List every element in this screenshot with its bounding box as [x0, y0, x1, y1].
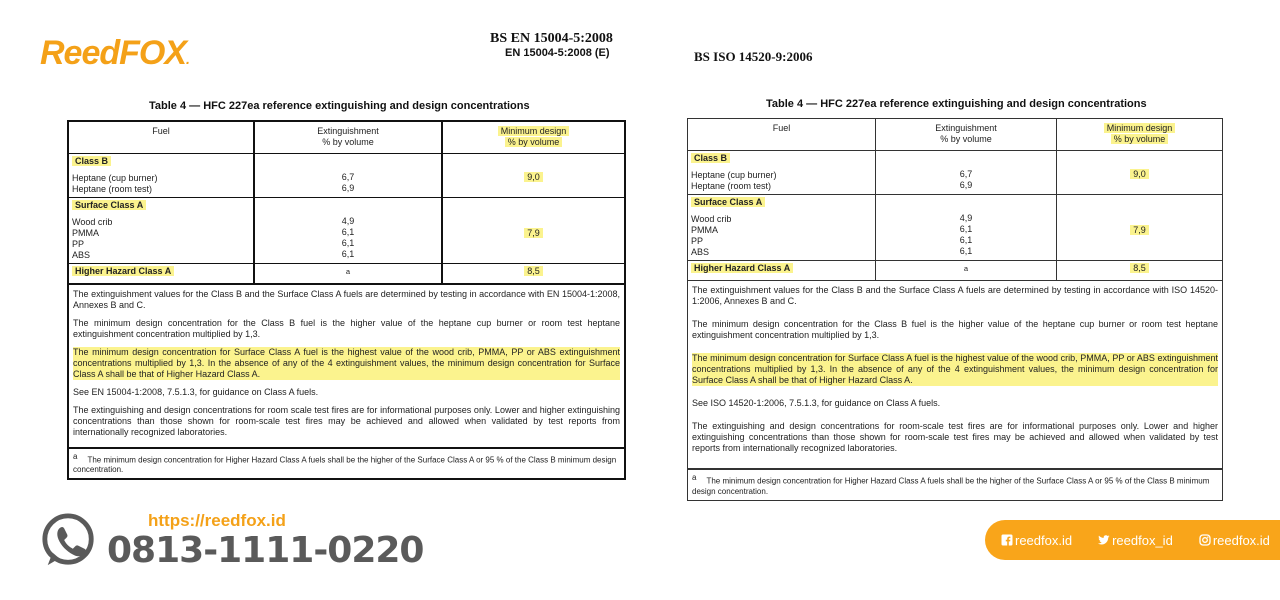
header-ext-unit: % by volume — [940, 134, 992, 144]
footnote-mark: a — [73, 451, 78, 461]
facebook-icon — [1001, 534, 1013, 546]
right-footnote — [687, 469, 1223, 501]
header-min-title: Minimum design — [1104, 123, 1176, 133]
fuel-name: Heptane (room test) — [72, 183, 153, 194]
header-fuel-label: Fuel — [772, 123, 791, 133]
left-footnote — [67, 449, 626, 481]
standard-right-line: BS ISO 14520-9:2006 — [694, 49, 813, 64]
table-header-row — [688, 119, 1223, 151]
surface-class-a-label: Surface Class A — [72, 200, 146, 210]
standard-left-line2: EN 15004-5:2008 (E) — [505, 47, 610, 59]
left-document — [67, 120, 626, 480]
fuel-name: Heptane (room test) — [691, 181, 772, 191]
header-min-unit: % by volume — [1111, 134, 1169, 144]
fuel-name: Heptane (cup burner) — [691, 170, 777, 180]
left-notes — [67, 285, 626, 449]
surface-a-ext-cell — [876, 195, 1057, 261]
higher-hazard-fuel-cell — [68, 263, 254, 284]
left-table-caption: Table 4 — HFC 227ea reference extinguishing and design concentrations — [149, 100, 530, 112]
class-b-ext-cell — [876, 151, 1057, 195]
footnote-mark: a — [692, 473, 697, 482]
twitter-link[interactable] — [1098, 533, 1173, 548]
instagram-handle: reedfox.id — [1212, 532, 1270, 548]
ext-value: 6,1 — [959, 246, 973, 256]
fuel-name: ABS — [691, 247, 710, 257]
note-paragraph: The extinguishment values for the Class B and the Surface Class A fuels are determined by testing in accordance with ISO 14520-1:2006, Annexes B and C. — [692, 285, 1218, 306]
header-minimum-design — [1057, 119, 1223, 151]
class-b-fuel-cell — [688, 151, 876, 195]
note-paragraph-highlighted: The minimum design concentration for Surface Class A fuel is the highest value of the wood crib, PMMA, PP or ABS extinguishment concentrations multiplied by 1,3. In the absence of any of the 4 extinguishment values, the minimum design concentration for Surface Class A shall be that of Higher Hazard Class A. — [692, 353, 1218, 385]
social-bar — [985, 520, 1280, 560]
min-value: 9,0 — [524, 172, 543, 182]
surface-a-min-cell — [1057, 195, 1223, 261]
note-paragraph: See ISO 14520-1:2006, 7.5.1.3, for guidance on Class A fuels. — [692, 398, 941, 408]
right-document — [687, 118, 1223, 501]
higher-hazard-ext-cell — [254, 263, 442, 284]
fuel-name: Wood crib — [691, 214, 732, 224]
logo-dot: . — [186, 51, 189, 67]
standard-left-line1: BS EN 15004-5:2008 — [490, 31, 613, 46]
header-fuel-label: Fuel — [152, 126, 170, 136]
fuel-name: Wood crib — [72, 216, 113, 227]
facebook-handle: reedfox.id — [1015, 532, 1073, 548]
logo-text: ReedFOX — [40, 34, 187, 72]
fuel-name: ABS — [72, 249, 91, 260]
instagram-icon — [1199, 534, 1211, 546]
right-concentration-table — [687, 118, 1223, 281]
note-paragraph: The extinguishing and design concentrations for room-scale test fires are for informational purposes only. Lower and higher extinguishing concentrations than those shown for room-scale test fires may be achieved and allowed when validated by test reports from internationally recognized laboratories. — [692, 421, 1218, 453]
higher-hazard-label: Higher Hazard Class A — [691, 263, 793, 273]
contact-block — [40, 510, 424, 580]
header-extinguishment — [876, 119, 1057, 151]
right-table-caption: Table 4 — HFC 227ea reference extinguishing and design concentrations — [766, 98, 1147, 110]
note-paragraph: The extinguishment values for the Class B and the Surface Class A fuels are determined by testing in accordance with EN 15004-1:2008, Annexes B and C. — [73, 288, 620, 310]
note-paragraph-highlighted: The minimum design concentration for Surface Class A fuel is the highest value of the wood crib, PMMA, PP or ABS extinguishment concentrations multiplied by 1,3. In the absence of any of the 4 extinguishment values, the minimum design concentration for Surface Class A shall be that of Higher Hazard Class A. — [73, 346, 620, 379]
ext-value: 6,1 — [341, 237, 355, 248]
higher-hazard-ext-cell — [876, 261, 1057, 281]
footnote-ref: a — [963, 264, 969, 273]
table-header-row — [68, 121, 625, 153]
min-value: 8,5 — [524, 266, 543, 276]
left-concentration-table — [67, 120, 626, 285]
higher-hazard-label: Higher Hazard Class A — [72, 266, 174, 276]
higher-hazard-min-cell — [1057, 261, 1223, 281]
class-b-min-cell — [1057, 151, 1223, 195]
header-extinguishment — [254, 121, 442, 153]
ext-value: 4,9 — [341, 215, 355, 226]
twitter-icon — [1098, 534, 1110, 546]
header-ext-title: Extinguishment — [935, 123, 997, 133]
surface-a-fuel-cell — [68, 197, 254, 263]
header-fuel — [688, 119, 876, 151]
header-minimum-design — [442, 121, 625, 153]
twitter-handle: reedfox_id — [1112, 532, 1173, 548]
min-value: 9,0 — [1130, 169, 1149, 179]
fuel-name: PP — [691, 236, 704, 246]
footnote-text: The minimum design concentration for Higher Hazard Class A fuels shall be the higher of the Surface Class A or 95 % of the Class B minimum design concentration. — [73, 455, 617, 475]
whatsapp-icon — [40, 512, 98, 570]
ext-value: 6,9 — [959, 180, 973, 190]
header-ext-title: Extinguishment — [317, 126, 379, 136]
ext-value: 6,1 — [341, 226, 355, 237]
fuel-name: PP — [72, 238, 85, 249]
min-value: 7,9 — [524, 228, 543, 238]
reedfox-logo — [40, 34, 189, 73]
higher-hazard-min-cell — [442, 263, 625, 284]
table-row — [68, 263, 625, 284]
header-ext-unit: % by volume — [322, 137, 374, 147]
note-paragraph: The minimum design concentration for the Class B fuel is the higher value of the heptane cup burner or room test heptane extinguishment concentration multiplied by 1,3. — [73, 317, 620, 339]
table-row — [68, 153, 625, 197]
table-row — [688, 195, 1223, 261]
surface-a-fuel-cell — [688, 195, 876, 261]
phone-number[interactable]: 0813-1111-0220 — [107, 530, 424, 571]
footnote-ref: a — [345, 266, 351, 276]
header-fuel — [68, 121, 254, 153]
footnote-text: The minimum design concentration for Higher Hazard Class A fuels shall be the higher of the Surface Class A or 95 % of the Class B minimum design concentration. — [692, 476, 1210, 496]
fuel-name: Heptane (cup burner) — [72, 172, 158, 183]
note-paragraph: The extinguishing and design concentrations for room scale test fires are for informational purposes only. Lower and higher extinguishing concentrations than those shown for room-scale test fires may be achieved and allowed when validated by test reports from internationally recognized laboratories. — [73, 404, 620, 437]
facebook-link[interactable] — [1001, 533, 1072, 548]
ext-value: 6,9 — [341, 182, 355, 193]
class-b-label: Class B — [691, 153, 730, 163]
header-min-title: Minimum design — [498, 126, 570, 136]
higher-hazard-fuel-cell — [688, 261, 876, 281]
min-value: 7,9 — [1130, 225, 1149, 235]
min-value: 8,5 — [1130, 263, 1149, 273]
right-notes — [687, 281, 1223, 469]
table-row — [688, 151, 1223, 195]
note-paragraph: See EN 15004-1:2008, 7.5.1.3, for guidance on Class A fuels. — [73, 386, 319, 397]
fuel-name: PMMA — [72, 227, 99, 238]
ext-value: 6,1 — [341, 248, 355, 259]
ext-value: 4,9 — [959, 213, 973, 223]
instagram-link[interactable] — [1199, 533, 1270, 548]
table-row — [688, 261, 1223, 281]
surface-a-ext-cell — [254, 197, 442, 263]
class-b-fuel-cell — [68, 153, 254, 197]
class-b-ext-cell — [254, 153, 442, 197]
ext-value: 6,7 — [341, 171, 355, 182]
table-row — [68, 197, 625, 263]
note-paragraph: The minimum design concentration for the Class B fuel is the higher value of the heptane cup burner or room test heptane extinguishment concentration multiplied by 1,3. — [692, 319, 1218, 340]
ext-value: 6,1 — [959, 224, 973, 234]
fuel-name: PMMA — [691, 225, 718, 235]
ext-value: 6,1 — [959, 235, 973, 245]
surface-a-min-cell — [442, 197, 625, 263]
website-link[interactable]: https://reedfox.id — [148, 511, 286, 530]
class-b-min-cell — [442, 153, 625, 197]
class-b-label: Class B — [72, 156, 111, 166]
ext-value: 6,7 — [959, 169, 973, 179]
header-min-unit: % by volume — [505, 137, 563, 147]
surface-class-a-label: Surface Class A — [691, 197, 765, 207]
